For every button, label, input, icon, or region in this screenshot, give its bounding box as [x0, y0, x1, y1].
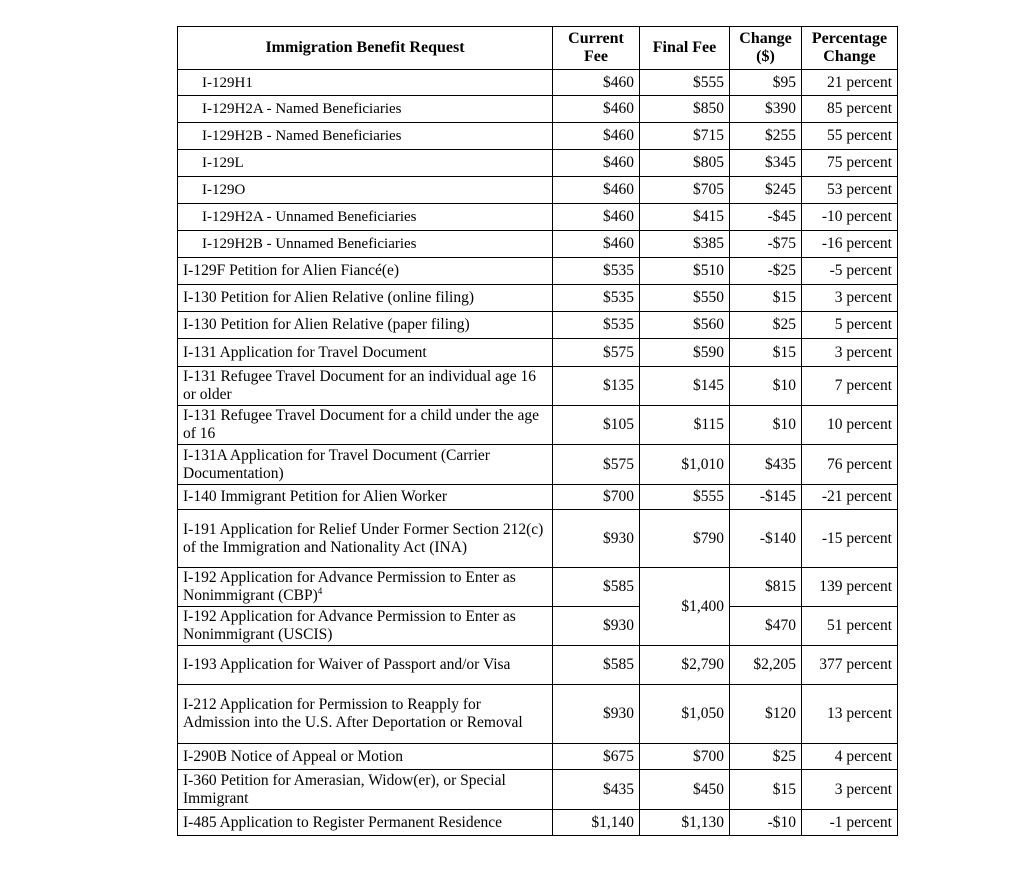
- final-fee: $550: [640, 285, 730, 312]
- final-fee: $385: [640, 231, 730, 258]
- benefit-name: I-212 Application for Permission to Reapply for Admission into the U.S. After Deportation or Removal: [178, 685, 553, 744]
- percent-change: 55 percent: [802, 123, 898, 150]
- percent-change: 4 percent: [802, 744, 898, 770]
- current-fee: $930: [553, 607, 640, 646]
- final-fee: $415: [640, 204, 730, 231]
- percent-change: -16 percent: [802, 231, 898, 258]
- table-row: [178, 204, 898, 231]
- final-fee: $1,010: [640, 445, 730, 485]
- fee-change: $245: [730, 177, 802, 204]
- percent-change: 21 percent: [802, 70, 898, 96]
- percent-change: 7 percent: [802, 367, 898, 406]
- fee-change: $470: [730, 607, 802, 646]
- table-row: [178, 339, 898, 367]
- final-fee: $805: [640, 150, 730, 177]
- final-fee: $2,790: [640, 646, 730, 685]
- table-row: [178, 177, 898, 204]
- current-fee: $460: [553, 150, 640, 177]
- fee-change: -$75: [730, 231, 802, 258]
- table-row: [178, 258, 898, 285]
- benefit-name: I-129H2A - Named Beneficiaries: [178, 96, 553, 123]
- current-fee: $585: [553, 646, 640, 685]
- percent-change: -21 percent: [802, 485, 898, 510]
- final-fee: $715: [640, 123, 730, 150]
- current-fee: $535: [553, 312, 640, 339]
- fee-change: -$10: [730, 810, 802, 836]
- table-row: [178, 445, 898, 485]
- percent-change: 53 percent: [802, 177, 898, 204]
- current-fee: $105: [553, 406, 640, 445]
- current-fee: $575: [553, 445, 640, 485]
- benefit-name: I-129H2B - Unnamed Beneficiaries: [178, 231, 553, 258]
- current-fee: $460: [553, 70, 640, 96]
- benefit-name: I-129H1: [178, 70, 553, 96]
- percent-change: 10 percent: [802, 406, 898, 445]
- table-row: [178, 810, 898, 836]
- header-percent-change: Percentage Change: [802, 27, 898, 70]
- benefit-name: I-129L: [178, 150, 553, 177]
- current-fee: $930: [553, 510, 640, 568]
- current-fee: $460: [553, 231, 640, 258]
- table-row: [178, 96, 898, 123]
- final-fee: $115: [640, 406, 730, 445]
- table-row: [178, 123, 898, 150]
- benefit-name: I-131 Application for Travel Document: [178, 339, 553, 367]
- percent-change: 13 percent: [802, 685, 898, 744]
- benefit-name: I-130 Petition for Alien Relative (online filing): [178, 285, 553, 312]
- benefit-name: I-131A Application for Travel Document (Carrier Documentation): [178, 445, 553, 485]
- table-row: [178, 367, 898, 406]
- final-fee: $705: [640, 177, 730, 204]
- benefit-name: I-129H2A - Unnamed Beneficiaries: [178, 204, 553, 231]
- benefit-name: I-360 Petition for Amerasian, Widow(er), or Special Immigrant: [178, 770, 553, 810]
- fee-table: [177, 26, 898, 836]
- table-row: [178, 231, 898, 258]
- table-row: [178, 150, 898, 177]
- fee-change: $95: [730, 70, 802, 96]
- benefit-name: I-192 Application for Advance Permission to Enter as Nonimmigrant (USCIS): [178, 607, 553, 646]
- benefit-name: I-129H2B - Named Beneficiaries: [178, 123, 553, 150]
- final-fee: $850: [640, 96, 730, 123]
- percent-change: -10 percent: [802, 204, 898, 231]
- current-fee: $460: [553, 204, 640, 231]
- table-row: [178, 770, 898, 810]
- percent-change: 3 percent: [802, 285, 898, 312]
- benefit-name: I-290B Notice of Appeal or Motion: [178, 744, 553, 770]
- percent-change: 51 percent: [802, 607, 898, 646]
- current-fee: $575: [553, 339, 640, 367]
- fee-change: $255: [730, 123, 802, 150]
- table-row: [178, 685, 898, 744]
- current-fee: $460: [553, 123, 640, 150]
- benefit-name: I-192 Application for Advance Permission to Enter as Nonimmigrant (CBP)$^4$: [178, 568, 553, 607]
- final-fee: $555: [640, 485, 730, 510]
- final-fee: $145: [640, 367, 730, 406]
- current-fee: $535: [553, 258, 640, 285]
- header-final-fee: Final Fee: [640, 27, 730, 70]
- benefit-name: I-140 Immigrant Petition for Alien Worker: [178, 485, 553, 510]
- percent-change: -5 percent: [802, 258, 898, 285]
- header-change: Change ($): [730, 27, 802, 70]
- fee-change: $10: [730, 367, 802, 406]
- fee-change: $15: [730, 770, 802, 810]
- fee-change: -$25: [730, 258, 802, 285]
- percent-change: 377 percent: [802, 646, 898, 685]
- benefit-name: I-130 Petition for Alien Relative (paper filing): [178, 312, 553, 339]
- final-fee: $590: [640, 339, 730, 367]
- percent-change: 76 percent: [802, 445, 898, 485]
- final-fee: $1,050: [640, 685, 730, 744]
- fee-change: $815: [730, 568, 802, 607]
- table-row: [178, 510, 898, 568]
- fee-change: $10: [730, 406, 802, 445]
- header-benefit: Immigration Benefit Request: [178, 27, 553, 70]
- fee-change: $435: [730, 445, 802, 485]
- fee-change: $15: [730, 339, 802, 367]
- table-row: [178, 607, 898, 646]
- percent-change: 139 percent: [802, 568, 898, 607]
- fee-change: -$145: [730, 485, 802, 510]
- fee-change: $15: [730, 285, 802, 312]
- fee-change: $390: [730, 96, 802, 123]
- benefit-name: I-129O: [178, 177, 553, 204]
- benefit-name: I-485 Application to Register Permanent Residence: [178, 810, 553, 836]
- table-row: [178, 744, 898, 770]
- final-fee: $1,130: [640, 810, 730, 836]
- header-current-fee: Current Fee: [553, 27, 640, 70]
- final-fee: $790: [640, 510, 730, 568]
- benefit-name: I-193 Application for Waiver of Passport and/or Visa: [178, 646, 553, 685]
- final-fee: $450: [640, 770, 730, 810]
- current-fee: $435: [553, 770, 640, 810]
- table-row: [178, 406, 898, 445]
- percent-change: -1 percent: [802, 810, 898, 836]
- fee-change: -$45: [730, 204, 802, 231]
- final-fee: $555: [640, 70, 730, 96]
- current-fee: $535: [553, 285, 640, 312]
- percent-change: 3 percent: [802, 339, 898, 367]
- final-fee-shared: $1,400: [640, 568, 730, 646]
- benefit-name: I-131 Refugee Travel Document for a child under the age of 16: [178, 406, 553, 445]
- table-row: [178, 70, 898, 96]
- current-fee: $930: [553, 685, 640, 744]
- current-fee: $135: [553, 367, 640, 406]
- percent-change: 5 percent: [802, 312, 898, 339]
- current-fee: $460: [553, 96, 640, 123]
- benefit-name: I-129F Petition for Alien Fiancé(e): [178, 258, 553, 285]
- percent-change: -15 percent: [802, 510, 898, 568]
- current-fee: $675: [553, 744, 640, 770]
- fee-change: $25: [730, 744, 802, 770]
- fee-change: $2,205: [730, 646, 802, 685]
- current-fee: $460: [553, 177, 640, 204]
- fee-change: $120: [730, 685, 802, 744]
- table-row: [178, 568, 898, 607]
- current-fee: $1,140: [553, 810, 640, 836]
- final-fee: $700: [640, 744, 730, 770]
- fee-change: $345: [730, 150, 802, 177]
- current-fee: $700: [553, 485, 640, 510]
- footnote-marker: 4: [317, 585, 323, 596]
- table-row: [178, 285, 898, 312]
- percent-change: 3 percent: [802, 770, 898, 810]
- final-fee: $510: [640, 258, 730, 285]
- percent-change: 75 percent: [802, 150, 898, 177]
- current-fee: $585: [553, 568, 640, 607]
- benefit-name: I-131 Refugee Travel Document for an individual age 16 or older: [178, 367, 553, 406]
- table-row: [178, 485, 898, 510]
- header-row: [178, 27, 898, 70]
- fee-change: -$140: [730, 510, 802, 568]
- final-fee: $560: [640, 312, 730, 339]
- fee-change: $25: [730, 312, 802, 339]
- table-row: [178, 646, 898, 685]
- benefit-name: I-191 Application for Relief Under Former Section 212(c) of the Immigration and Nationality Act (INA): [178, 510, 553, 568]
- percent-change: 85 percent: [802, 96, 898, 123]
- table-row: [178, 312, 898, 339]
